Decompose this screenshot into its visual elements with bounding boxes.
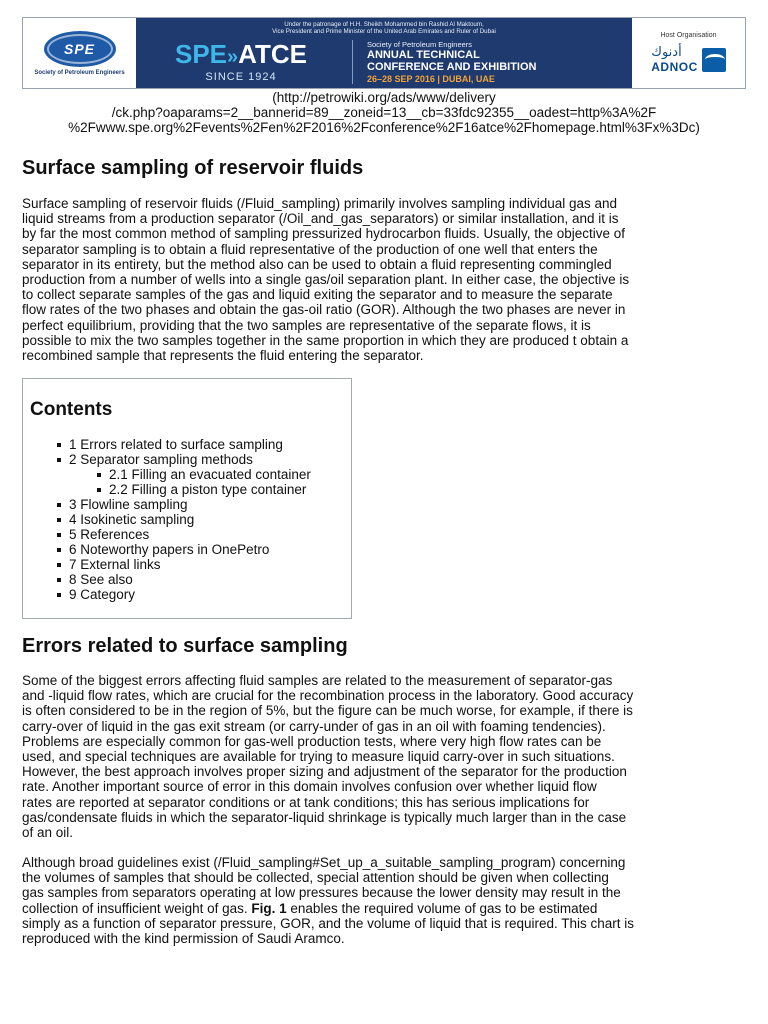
arrows-icon: »	[227, 45, 239, 68]
host-organisation	[632, 18, 745, 88]
text-line: by far the most common method of sampling pressurized hydrocarbon fluids. Usually, the objective of	[22, 226, 626, 242]
spe-logo-text: SPE	[63, 40, 95, 57]
conference-banner-ad[interactable]	[22, 17, 746, 89]
toc-subitem[interactable]: 2.1 Filling an evacuated container	[57, 467, 311, 482]
errors-paragraph	[22, 673, 750, 840]
text-line: rate. Another important source of error in this domain involves confusion over whether liquid flow	[22, 779, 597, 795]
text-line: Surface sampling of reservoir fluids (/Fluid_sampling) primarily involves sampling individual gas and	[22, 196, 618, 211]
toc-item[interactable]: 9 Category	[57, 587, 311, 602]
table-of-contents	[22, 378, 352, 619]
text-line: and -liquid flow rates, which are crucial for the recombination process in the laboratory. Good accuracy	[22, 688, 634, 704]
text-fragment: enables the required volume of gas to be estimated	[286, 900, 598, 916]
text-line: rates are reported at separator conditions or at tank conditions; this has serious implications for	[22, 794, 590, 810]
conference-title-line: CONFERENCE AND EXHIBITION	[367, 60, 537, 73]
text-line: is often considered to be in the region of 5%, but the figure can be much worse, for example, if there is	[22, 703, 633, 719]
spe-org-name: Society of Petroleum Engineers	[34, 69, 125, 76]
adnoc-mark-icon	[702, 48, 726, 72]
text-line: Although broad guidelines exist (/Fluid_sampling#Set_up_a_suitable_sampling_program) concerning	[22, 855, 626, 870]
text-line: reproduced with the kind permission of Saudi Aramco.	[22, 931, 345, 947]
toc-item[interactable]: 1 Errors related to surface sampling	[57, 437, 311, 452]
text-line: flow rates of the two phases and obtain the gas-oil ratio (GOR). Although the two phases are never in	[22, 302, 626, 318]
text-line: perfect equilibrium, providing that the two samples are representative of the separate flows, it is	[22, 317, 591, 333]
text-line: simply as a function of separator pressure, GOR, and the volume of liquid that is required. This chart is	[22, 915, 635, 931]
text-line: separator in its entirety, but the method also can be used to obtain a fluid representing commingled	[22, 256, 612, 272]
toc-item[interactable]: 8 See also	[57, 572, 311, 587]
intro-paragraph	[22, 196, 750, 363]
ad-url-line[interactable]: (http://petrowiki.org/ads/www/delivery	[272, 90, 496, 105]
text-line: liquid streams from a production separator (/Oil_and_gas_separators) or similar installation, and it is	[22, 211, 619, 227]
text-line: recombined sample that represents the fluid entering the separator.	[22, 348, 424, 364]
conference-title-line: ANNUAL TECHNICAL	[367, 48, 480, 61]
ad-url-line[interactable]: /ck.php?oaparams=2__bannerid=89__zoneid=13__cb=33fdc92355__oadest=http%3A%2F	[111, 105, 657, 120]
toc-title: Contents	[30, 399, 113, 420]
text-line: possible to mix the two samples together in the same proportion in which they are produced t obtain a	[22, 332, 629, 348]
text-line: of an oil.	[22, 825, 74, 841]
toc-item[interactable]: 5 References	[57, 527, 311, 542]
atce-logo	[136, 38, 346, 83]
text-line: the volumes of samples that should be collected, special attention should be given when collecting	[22, 870, 609, 886]
host-label: Host Organisation	[660, 32, 717, 39]
text-line: separator sampling is to obtain a fluid representative of the production of one well that enters the	[22, 241, 598, 257]
text-line: Problems are especially common for gas-well production tests, where very high flow rates can be	[22, 733, 602, 749]
adnoc-logo	[651, 45, 726, 74]
ad-url-line[interactable]: %2Fwww.spe.org%2Fevents%2Fen%2F2016%2Fconference%2F16atce%2Fhomepage.html%3Fx%3Dc)	[68, 120, 700, 135]
conference-org: Society of Petroleum Engineers	[367, 39, 473, 49]
toc-item[interactable]: 7 External links	[57, 557, 311, 572]
atce-logo-atce: ATCE	[238, 38, 307, 69]
patronage-line: Under the patronage of H.H. Sheikh Mohammed bin Rashid Al Maktoum,	[284, 21, 484, 28]
text-line: carry-over of liquid in the gas exit stream (or carry-under of gas in an oil with foaming tendencies).	[22, 718, 606, 734]
toc-subitem[interactable]: 2.2 Filling a piston type container	[57, 482, 311, 497]
adnoc-name: ADNOC	[651, 60, 698, 74]
text-line	[22, 901, 750, 916]
text-line: However, the best approach involves proper sizing and adjustment of the separator for the production	[22, 764, 627, 780]
banner-center	[136, 18, 632, 88]
toc-item[interactable]: 3 Flowline sampling	[57, 497, 311, 512]
toc-item[interactable]: 4 Isokinetic sampling	[57, 512, 311, 527]
figure-reference[interactable]: Fig. 1	[251, 900, 287, 916]
spe-logo-area	[23, 18, 136, 88]
conference-info	[352, 40, 632, 84]
atce-logo-spe: SPE	[174, 38, 228, 69]
guidelines-paragraph	[22, 855, 750, 946]
text-line: to collect separate samples of the gas and liquid exiting the separator and to measure the separate	[22, 287, 613, 303]
patronage-line: Vice President and Prime Minister of the United Arab Emirates and Ruler of Dubai	[272, 28, 496, 36]
conference-dates: 26–28 SEP 2016 | DUBAI, UAE	[367, 73, 495, 84]
patronage-text	[272, 21, 496, 36]
toc-item[interactable]: 6 Noteworthy papers in OnePetro	[57, 542, 311, 557]
toc-item[interactable]: 2 Separator sampling methods	[57, 452, 311, 467]
spe-logo	[44, 31, 116, 67]
text-line: Some of the biggest errors affecting fluid samples are related to the measurement of separator-gas	[22, 673, 613, 688]
text-line: production from a number of wells into a single gas/oil separation plant. In either case, the objective is	[22, 272, 630, 288]
toc-list	[57, 437, 311, 602]
since-text: SINCE 1924	[205, 70, 277, 83]
page-title: Surface sampling of reservoir fluids	[22, 157, 364, 179]
text-line: gas samples from separators operating at low pressures because the lower density may result in the	[22, 885, 621, 901]
text-line: used, and special techniques are available for trying to measure liquid carry-over in such situations.	[22, 749, 615, 765]
adnoc-arabic: أدنوك	[651, 45, 682, 60]
text-line: gas/condensate fluids in which the separator-liquid shrinkage is typically much larger than in the case	[22, 809, 627, 825]
section-heading-errors: Errors related to surface sampling	[22, 635, 348, 657]
text-fragment: collection of insufficient weight of gas.	[22, 900, 252, 916]
